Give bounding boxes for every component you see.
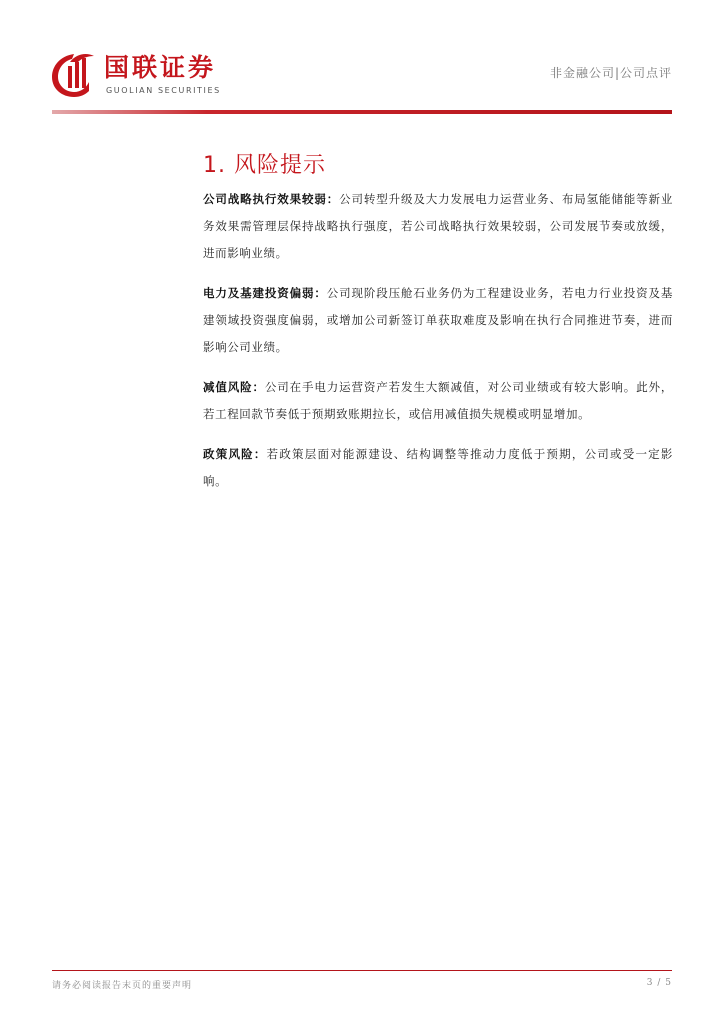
risk-text: 公司现阶段压舱石业务仍为工程建设业务，若电力行业投资及基建领域投资强度偏弱，或增加公司新签订单获取难度及影响在执行合同推进节奏，进而影响公司业绩。 <box>203 286 674 354</box>
footer-divider <box>52 970 672 971</box>
risk-label: 电力及基建投资偏弱： <box>203 286 327 300</box>
risk-label: 公司战略执行效果较弱： <box>203 192 340 206</box>
risk-item-impairment <box>203 374 673 428</box>
guolian-logo-icon <box>50 52 98 98</box>
logo-chinese-name: 国联证券 <box>104 53 217 82</box>
risk-text: 公司在手电力运营资产若发生大额减值，对公司业绩或有较大影响。此外，若工程回款节奏低于预期致账期拉长，或信用减值损失规模或明显增加。 <box>203 380 674 421</box>
header-divider <box>52 110 672 114</box>
page-number: 3 / 5 <box>646 978 672 988</box>
risk-item-investment <box>203 280 673 361</box>
section-title: 1. 风险提示 <box>203 153 326 178</box>
risk-item-policy <box>203 441 673 495</box>
page-header <box>0 0 724 120</box>
report-category: 非金融公司|公司点评 <box>549 66 672 80</box>
footer-disclaimer: 请务必阅读报告末页的重要声明 <box>52 981 193 991</box>
risk-label: 减值风险： <box>203 380 265 394</box>
risk-label: 政策风险： <box>203 447 267 461</box>
logo-english-name: GUOLIAN SECURITIES <box>106 86 221 95</box>
risk-list <box>203 186 673 508</box>
risk-text: 公司转型升级及大力发展电力运营业务、布局氢能储能等新业务效果需管理层保持战略执行强度，若公司战略执行效果较弱，公司发展节奏或放缓，进而影响业绩。 <box>203 192 673 260</box>
risk-item-strategy <box>203 186 673 267</box>
risk-text: 若政策层面对能源建设、结构调整等推动力度低于预期，公司或受一定影响。 <box>203 447 674 488</box>
